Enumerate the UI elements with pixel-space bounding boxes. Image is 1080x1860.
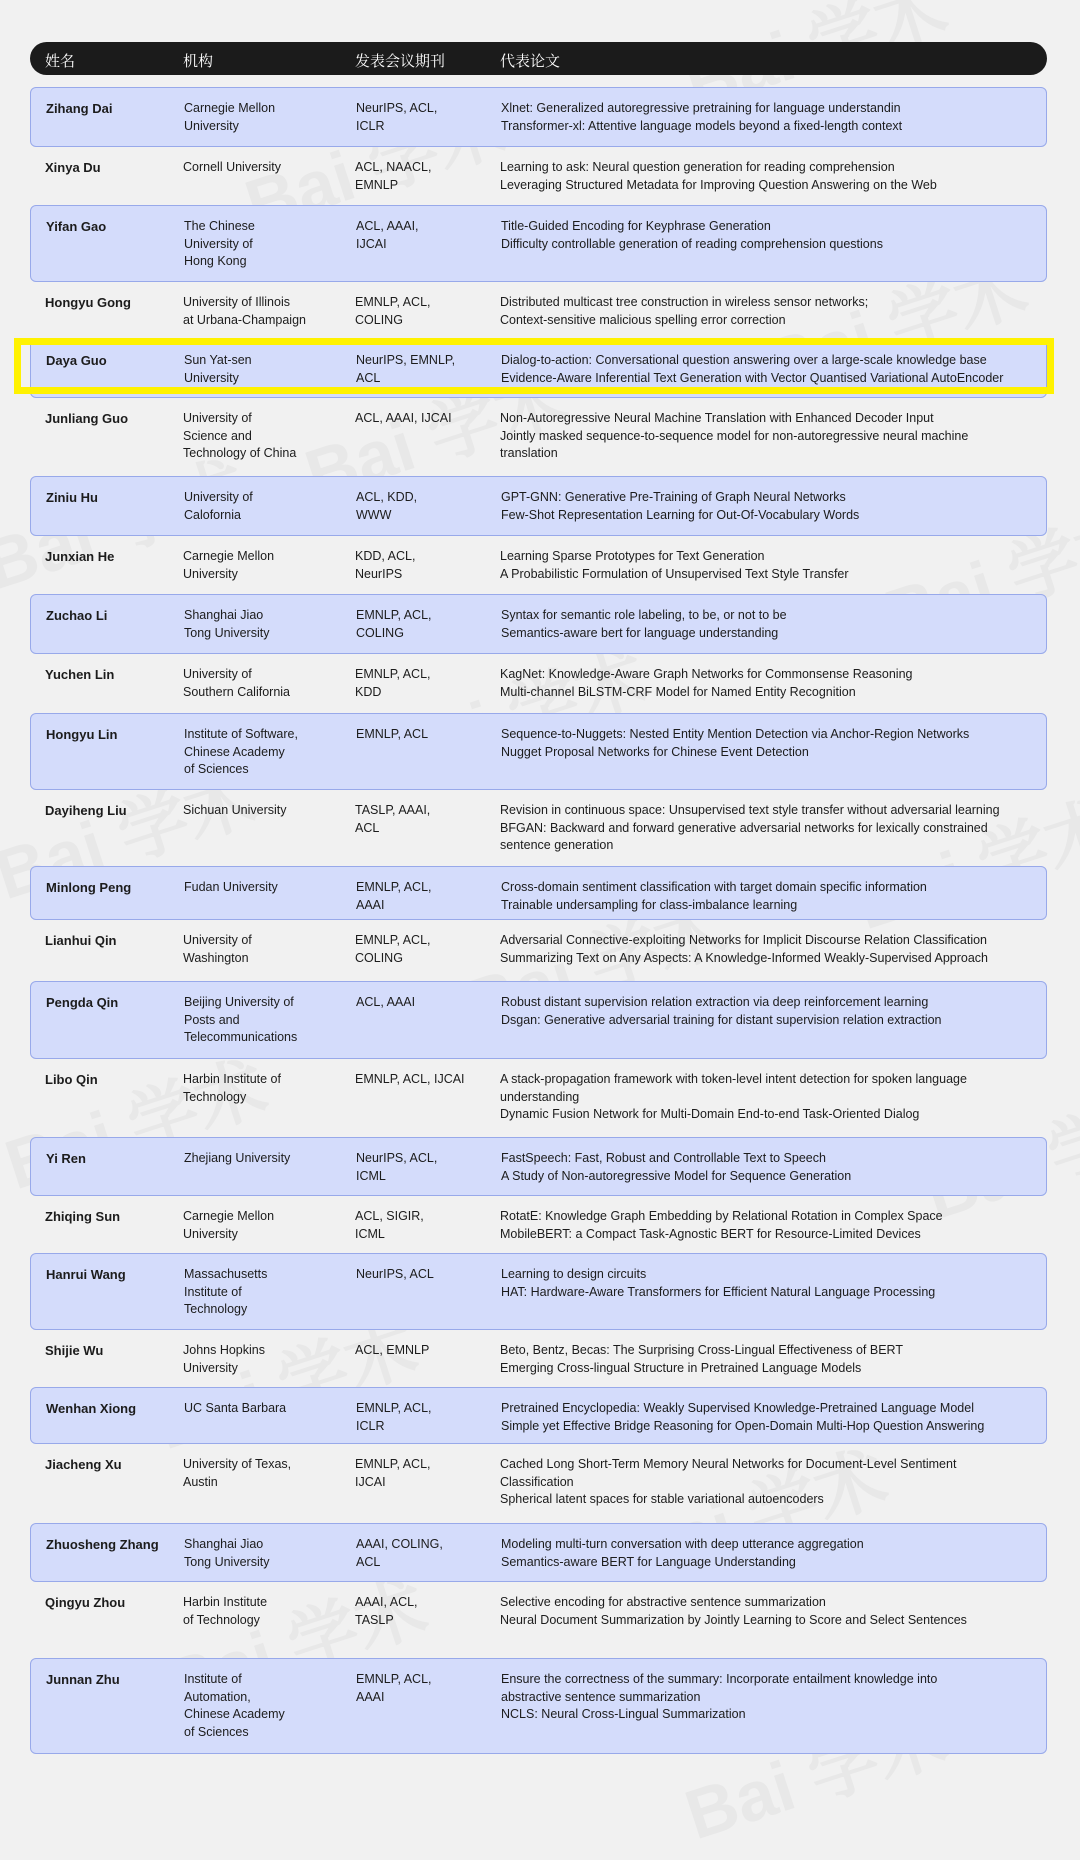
row-venues: EMNLP, ACL, ICLR <box>356 1401 432 1433</box>
row-venues: EMNLP, ACL, COLING <box>356 608 432 640</box>
header-venues: 发表会议期刊 <box>355 53 446 70</box>
table-row <box>30 1253 1047 1330</box>
row-venues: EMNLP, ACL, COLING <box>355 933 431 965</box>
row-papers: Sequence-to-Nuggets: Nested Entity Mention Detection via Anchor-Region Networks Nugget Proposal Networks for Chinese Event Detection <box>501 727 970 759</box>
row-venues: ACL, AAAI, IJCAI <box>356 219 419 251</box>
row-venues: EMNLP, ACL, IJCAI <box>355 1072 465 1086</box>
table-row <box>30 282 1047 339</box>
table-row <box>30 594 1047 654</box>
row-papers: KagNet: Knowledge-Aware Graph Networks for Commonsense Reasoning Multi-channel BiLSTM-CRF Model for Named Entity Recognition <box>500 667 913 699</box>
row-papers: Dialog-to-action: Conversational question answering over a large-scale knowledge base Evidence-Aware Inferential Text Generation with Vector Quantised Variational AutoEncoder <box>501 353 1004 385</box>
row-name: Shijie Wu <box>45 1343 104 1358</box>
row-name: Yi Ren <box>46 1151 86 1166</box>
table-row <box>30 398 1047 476</box>
row-papers: Syntax for semantic role labeling, to be, or not to be Semantics-aware bert for language understanding <box>501 608 787 640</box>
row-institution: University of Calofornia <box>184 490 253 522</box>
row-venues: ACL, SIGIR, ICML <box>355 1209 424 1241</box>
row-venues: TASLP, AAAI, ACL <box>355 803 431 835</box>
row-name: Daya Guo <box>46 353 107 368</box>
row-venues: ACL, AAAI, IJCAI <box>355 411 452 425</box>
table-row <box>30 87 1047 147</box>
row-venues: EMNLP, ACL, KDD <box>355 667 431 699</box>
table-row <box>30 1059 1047 1137</box>
row-institution: Carnegie Mellon University <box>183 1209 275 1241</box>
table-row <box>30 1582 1047 1658</box>
row-venues: ACL, KDD, WWW <box>356 490 418 522</box>
header-papers: 代表论文 <box>500 53 561 70</box>
table-row <box>30 1137 1047 1196</box>
table-row <box>30 866 1047 920</box>
row-institution: Sun Yat-sen University <box>184 353 252 385</box>
row-venues: EMNLP, ACL <box>356 727 429 741</box>
row-name: Pengda Qin <box>46 995 119 1010</box>
row-papers: Cached Long Short-Term Memory Neural Networks for Document-Level Sentiment Classification Spherical latent spaces for stable variational autoencoders <box>500 1457 957 1506</box>
row-venues: ACL, AAAI <box>356 995 416 1009</box>
row-institution: Zhejiang University <box>184 1151 291 1165</box>
row-institution: Beijing University of Posts and Telecommunications <box>184 995 298 1044</box>
row-papers: GPT-GNN: Generative Pre-Training of Graph Neural Networks Few-Shot Representation Learning for Out-Of-Vocabulary Words <box>501 490 860 522</box>
row-name: Yuchen Lin <box>45 667 115 682</box>
row-venues: EMNLP, ACL, COLING <box>355 295 431 327</box>
row-papers: A stack-propagation framework with token-level intent detection for spoken language understanding Dynamic Fusion Network for Multi-Domain End-to-end Task-Oriented Dialog <box>500 1072 967 1121</box>
row-name: Qingyu Zhou <box>45 1595 126 1610</box>
row-papers: Learning to design circuits HAT: Hardware-Aware Transformers for Efficient Natural Language Processing <box>501 1267 936 1299</box>
table-row <box>30 1330 1047 1387</box>
row-papers: Adversarial Connective-exploiting Networks for Implicit Discourse Relation Classification Summarizing Text on Any Aspects: A Knowledge-Informed Weakly-Supervised Approach <box>500 933 988 965</box>
row-name: Libo Qin <box>45 1072 98 1087</box>
table-row <box>30 1444 1047 1523</box>
table-row <box>30 1196 1047 1253</box>
row-name: Junliang Guo <box>45 411 129 426</box>
row-papers: Pretrained Encyclopedia: Weakly Supervised Knowledge-Pretrained Language Model Simple yet Effective Bridge Reasoning for Open-Domain Multi-Hop Question Answering <box>501 1401 985 1433</box>
table-row <box>30 920 1047 981</box>
row-venues: KDD, ACL, NeurIPS <box>355 549 416 581</box>
row-name: Yifan Gao <box>46 219 107 234</box>
row-name: Zuchao Li <box>46 608 108 623</box>
row-institution: Massachusetts Institute of Technology <box>184 1267 268 1316</box>
row-institution: Carnegie Mellon University <box>184 101 276 133</box>
row-papers: Beto, Bentz, Becas: The Surprising Cross-Lingual Effectiveness of BERT Emerging Cross-lingual Structure in Pretrained Language Models <box>500 1343 903 1375</box>
row-name: Xinya Du <box>45 160 101 175</box>
row-institution: Johns Hopkins University <box>183 1343 265 1375</box>
row-venues: EMNLP, ACL, AAAI <box>356 1672 432 1704</box>
row-papers: Ensure the correctness of the summary: Incorporate entailment knowledge into abstractive sentence summarization NCLS: Neural Cross-Lingual Summarization <box>501 1672 938 1721</box>
row-institution: Carnegie Mellon University <box>183 549 275 581</box>
row-papers: Revision in continuous space: Unsupervised text style transfer without adversarial learning BFGAN: Backward and forward generative adversarial networks for lexically constrained sentence generation <box>500 803 1000 852</box>
row-institution: Institute of Software, Chinese Academy of Sciences <box>184 727 298 776</box>
row-institution: The Chinese University of Hong Kong <box>184 219 255 268</box>
row-venues: NeurIPS, ACL, ICML <box>356 1151 438 1183</box>
row-name: Minlong Peng <box>46 880 132 895</box>
row-venues: EMNLP, ACL, IJCAI <box>355 1457 431 1489</box>
row-name: Hongyu Lin <box>46 727 118 742</box>
row-papers: Modeling multi-turn conversation with deep utterance aggregation Semantics-aware BERT for Language Understanding <box>501 1537 864 1569</box>
row-institution: Shanghai Jiao Tong University <box>184 1537 270 1569</box>
row-name: Dayiheng Liu <box>45 803 127 818</box>
row-papers: Distributed multicast tree construction in wireless sensor networks; Context-sensitive malicious spelling error correction <box>500 295 869 327</box>
highlight-box <box>14 338 1054 394</box>
row-papers: Learning Sparse Prototypes for Text Generation A Probabilistic Formulation of Unsupervised Text Style Transfer <box>500 549 849 581</box>
row-venues: NeurIPS, ACL, ICLR <box>356 101 438 133</box>
row-institution: Fudan University <box>184 880 278 894</box>
row-papers: RotatE: Knowledge Graph Embedding by Relational Rotation in Complex Space MobileBERT: a Compact Task-Agnostic BERT for Resource-Limited Devices <box>500 1209 943 1241</box>
row-name: Zihang Dai <box>46 101 113 116</box>
row-papers: Robust distant supervision relation extraction via deep reinforcement learning Dsgan: Generative adversarial training for distant supervision relation extraction <box>501 995 942 1027</box>
row-name: Hanrui Wang <box>46 1267 126 1282</box>
row-institution: University of Texas, Austin <box>183 1457 292 1489</box>
row-institution: Harbin Institute of Technology <box>183 1595 268 1627</box>
table-row <box>30 205 1047 282</box>
table-row <box>30 790 1047 866</box>
row-institution: Cornell University <box>183 160 281 174</box>
row-institution: Institute of Automation, Chinese Academy of Sciences <box>184 1672 285 1739</box>
row-institution: University of Science and Technology of China <box>183 411 297 460</box>
row-name: Zhiqing Sun <box>45 1209 121 1224</box>
row-name: Ziniu Hu <box>46 490 98 505</box>
table-row <box>30 654 1047 713</box>
header-name: 姓名 <box>45 53 76 70</box>
row-name: Lianhui Qin <box>45 933 117 948</box>
row-papers: Cross-domain sentiment classification with target domain specific information Trainable undersampling for class-imbalance learning <box>501 880 927 912</box>
row-institution: Shanghai Jiao Tong University <box>184 608 270 640</box>
table-row <box>30 713 1047 790</box>
row-name: Junxian He <box>45 549 115 564</box>
row-institution: Harbin Institute of Technology <box>183 1072 281 1104</box>
row-papers: Xlnet: Generalized autoregressive pretraining for language understandin Transformer-xl: Attentive language models beyond a fixed-length context <box>501 101 903 133</box>
row-papers: FastSpeech: Fast, Robust and Controllable Text to Speech A Study of Non-autoregressive Model for Sequence Generation <box>501 1151 852 1183</box>
table-row <box>30 1523 1047 1582</box>
header-institution: 机构 <box>183 53 214 70</box>
table-row <box>30 1658 1047 1754</box>
row-institution: Sichuan University <box>183 803 287 817</box>
row-venues: ACL, EMNLP <box>355 1343 430 1357</box>
row-papers: Title-Guided Encoding for Keyphrase Generation Difficulty controllable generation of reading comprehension questions <box>501 219 883 251</box>
table-header <box>30 42 1047 75</box>
row-venues: AAAI, COLING, ACL <box>356 1537 443 1569</box>
row-name: Jiacheng Xu <box>45 1457 122 1472</box>
row-institution: UC Santa Barbara <box>184 1401 287 1415</box>
table-row <box>30 1387 1047 1444</box>
row-papers: Learning to ask: Neural question generation for reading comprehension Leveraging Structured Metadata for Improving Question Answering on the Web <box>500 160 937 192</box>
row-papers: Selective encoding for abstractive sentence summarization Neural Document Summarization by Jointly Learning to Score and Select Sentences <box>500 1595 967 1627</box>
table-row <box>30 147 1047 205</box>
row-papers: Non-Autoregressive Neural Machine Translation with Enhanced Decoder Input Jointly masked sequence-to-sequence model for non-autoregressive neural machine translation <box>500 411 969 460</box>
row-venues: EMNLP, ACL, AAAI <box>356 880 432 912</box>
table-row <box>30 981 1047 1059</box>
table-row <box>30 476 1047 536</box>
row-name: Hongyu Gong <box>45 295 131 310</box>
row-name: Wenhan Xiong <box>46 1401 137 1416</box>
row-venues: AAAI, ACL, TASLP <box>355 1595 418 1627</box>
row-institution: University of Washington <box>183 933 252 965</box>
row-venues: NeurIPS, EMNLP, ACL <box>356 353 456 385</box>
row-venues: NeurIPS, ACL <box>356 1267 434 1281</box>
table-row <box>30 536 1047 594</box>
row-institution: University of Illinois at Urbana-Champaign <box>183 295 306 327</box>
row-name: Zhuosheng Zhang <box>46 1537 159 1552</box>
row-institution: University of Southern California <box>183 667 291 699</box>
row-name: Junnan Zhu <box>46 1672 120 1687</box>
row-venues: ACL, NAACL, EMNLP <box>355 160 432 192</box>
